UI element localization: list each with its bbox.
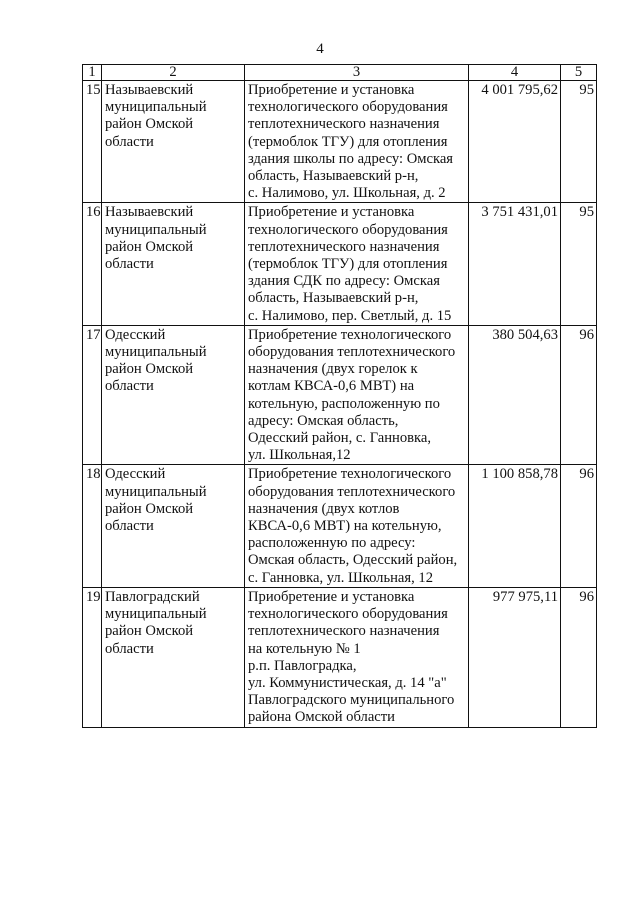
purpose-line: с. Ганновка, ул. Школьная, 12 — [248, 569, 434, 586]
purpose-line: назначения (двух горелок к — [248, 361, 418, 378]
purpose-line: технологического оборудования — [248, 606, 448, 623]
district-line: Павлоградский — [105, 588, 200, 605]
purpose-line: Одесский район, с. Ганновка, — [248, 430, 432, 447]
district-line: области — [105, 256, 154, 273]
purpose-line: с. Налимово, ул. Школьная, д. 2 — [248, 185, 446, 202]
cost-cell: 977 975,11 — [469, 587, 561, 727]
cost-cell: 1 100 858,78 — [469, 465, 561, 587]
purpose-line: Приобретение технологического — [248, 466, 452, 483]
district-line: Одесский — [105, 326, 166, 343]
district-line: муниципальный — [105, 483, 207, 500]
purpose-line: оборудования теплотехнического — [248, 344, 456, 361]
purpose-line: теплотехнического назначения — [248, 238, 440, 255]
percent-cell: 95 — [561, 203, 597, 325]
row-number: 19 — [83, 587, 102, 727]
percent-cell: 96 — [561, 465, 597, 587]
subsidy-table — [82, 64, 597, 728]
row-number: 18 — [83, 465, 102, 587]
district-line: области — [105, 133, 154, 150]
district-line: район Омской — [105, 623, 194, 640]
table-row — [83, 325, 597, 465]
district-cell — [102, 81, 245, 203]
purpose-line: оборудования теплотехнического — [248, 483, 456, 500]
district-line: муниципальный — [105, 606, 207, 623]
district-line: муниципальный — [105, 99, 207, 116]
purpose-cell — [245, 81, 469, 203]
purpose-line: КВСА-0,6 МВТ) на котельную, — [248, 518, 442, 535]
district-cell — [102, 465, 245, 587]
purpose-line: здания школы по адресу: Омская — [248, 150, 454, 167]
column-number: 4 — [469, 65, 561, 81]
table-row — [83, 587, 597, 727]
row-number: 16 — [83, 203, 102, 325]
cost-cell: 380 504,63 — [469, 325, 561, 465]
purpose-line: теплотехнического назначения — [248, 116, 440, 133]
row-number: 15 — [83, 81, 102, 203]
purpose-line: Павлоградского муниципального — [248, 692, 455, 709]
district-line: области — [105, 640, 154, 657]
column-number: 1 — [83, 65, 102, 81]
purpose-line: (термоблок ТГУ) для отопления — [248, 133, 448, 150]
district-cell — [102, 325, 245, 465]
purpose-line: Приобретение и установка — [248, 82, 415, 98]
district-line: Одесский — [105, 466, 166, 483]
purpose-cell — [245, 587, 469, 727]
table-row — [83, 203, 597, 325]
page-number: 4 — [316, 41, 324, 57]
cost-cell: 4 001 795,62 — [469, 81, 561, 203]
purpose-cell — [245, 325, 469, 465]
purpose-line: (термоблок ТГУ) для отопления — [248, 256, 448, 273]
purpose-line: котельную, расположенную по — [248, 395, 440, 412]
purpose-line: область, Называевский р-н, — [248, 168, 419, 185]
purpose-line: Приобретение технологического — [248, 326, 452, 343]
table-row — [83, 465, 597, 587]
district-cell — [102, 587, 245, 727]
district-line: район Омской — [105, 116, 194, 133]
purpose-line: технологического оборудования — [248, 221, 448, 238]
purpose-line: назначения (двух котлов — [248, 500, 400, 517]
purpose-line: с. Налимово, пер. Светлый, д. 15 — [248, 307, 452, 324]
column-number-row — [83, 65, 597, 81]
percent-cell: 96 — [561, 325, 597, 465]
purpose-line: Приобретение и установка — [248, 204, 415, 221]
purpose-line: адресу: Омская область, — [248, 412, 399, 429]
row-number: 17 — [83, 325, 102, 465]
purpose-line: на котельную № 1 — [248, 640, 361, 657]
district-line: Называевский — [105, 82, 194, 98]
purpose-cell — [245, 203, 469, 325]
purpose-line: расположенную по адресу: — [248, 535, 416, 552]
purpose-line: область, Называевский р-н, — [248, 290, 419, 307]
column-number: 3 — [245, 65, 469, 81]
district-line: области — [105, 378, 154, 395]
purpose-line: технологического оборудования — [248, 99, 448, 116]
purpose-line: Омская область, Одесский район, — [248, 552, 458, 569]
column-number: 5 — [561, 65, 597, 81]
purpose-line: здания СДК по адресу: Омская — [248, 273, 440, 290]
percent-cell: 95 — [561, 81, 597, 203]
district-line: муниципальный — [105, 221, 207, 238]
district-cell — [102, 203, 245, 325]
district-line: район Омской — [105, 361, 194, 378]
table-row — [83, 81, 597, 203]
purpose-line: ул. Школьная,12 — [248, 447, 351, 464]
purpose-line: района Омской области — [248, 709, 395, 726]
district-line: области — [105, 518, 154, 535]
purpose-line: теплотехнического назначения — [248, 623, 440, 640]
district-line: район Омской — [105, 500, 194, 517]
purpose-line: котлам КВСА-0,6 МВТ) на — [248, 378, 415, 395]
column-number: 2 — [102, 65, 245, 81]
percent-cell: 96 — [561, 587, 597, 727]
purpose-line: р.п. Павлоградка, — [248, 657, 357, 674]
purpose-line: ул. Коммунистическая, д. 14 "а" — [248, 674, 447, 691]
purpose-cell — [245, 465, 469, 587]
purpose-line: Приобретение и установка — [248, 588, 415, 605]
district-line: район Омской — [105, 238, 194, 255]
district-line: муниципальный — [105, 344, 207, 361]
cost-cell: 3 751 431,01 — [469, 203, 561, 325]
district-line: Называевский — [105, 204, 194, 221]
